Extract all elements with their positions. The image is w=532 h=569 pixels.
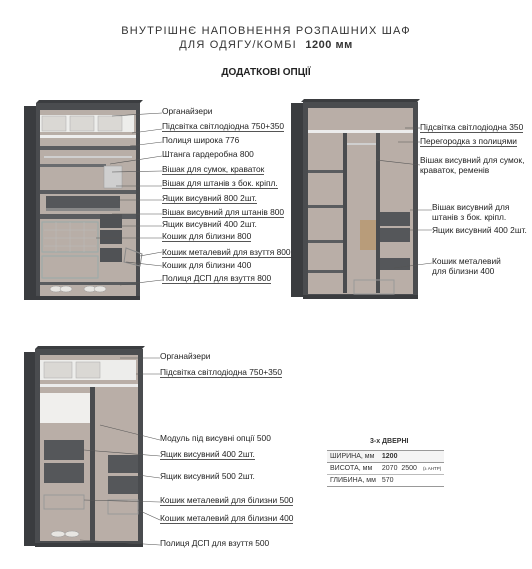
w3-label-drawer-400: Ящик висувний 400 2шт. <box>160 449 255 459</box>
w3-label-drawer-module: Модуль під висувні опції 500 <box>160 433 271 443</box>
w1-label-led-lighting: Підсвітка світлодіодна 750+350 <box>162 121 285 131</box>
w2-label-drawer-400: Ящик висувний 400 2шт. <box>432 225 527 235</box>
w2-label-led-lighting: Підсвітка світлодіодна 350 <box>420 122 524 132</box>
w3-label-drawer-500: Ящик висувний 500 2шт. <box>160 471 255 481</box>
specs-header: 3-х ДВЕРНІ <box>370 438 409 445</box>
spec-key: ВИСОТА, мм <box>330 465 373 472</box>
spec-extra: (з АНТР) <box>422 466 442 471</box>
w1-label-wide-shelf: Полиця широка 776 <box>162 135 240 145</box>
spec-extra <box>420 451 444 463</box>
spec-value: 2070 2500 <box>381 465 417 472</box>
w1-label-shoe-basket: Кошик металевий для взуття 800 <box>162 247 291 257</box>
w3-label-metal-basket-500: Кошик металевий для білизни 500 <box>160 495 294 505</box>
spec-value: 570 <box>381 477 394 484</box>
w3-label-organizers: Органайзери <box>160 351 211 361</box>
subtitle: ДОДАТКОВІ ОПЦІЇ <box>221 67 311 78</box>
w2-label-partition-shelves: Перегородка з полицями <box>420 136 517 146</box>
title-line-1: ВНУТРІШНЄ НАПОВНЕННЯ РОЗПАШНИХ ШАФ <box>121 25 411 37</box>
w3-label-shoe-shelf: Полиця ДСП для взуття 500 <box>160 538 270 548</box>
title-product: ДЛЯ ОДЯГУ/КОМБІ <box>179 39 297 51</box>
w1-label-shoe-shelf: Полиця ДСП для взуття 800 <box>162 273 272 283</box>
w1-label-clothes-rail: Штанга гардеробна 800 <box>162 149 254 159</box>
w2-label-trouser-hanger: Вішак висувний для штанів з бок. кріпл. <box>432 202 510 222</box>
w2-label-bag-tie-belt-hanger: Вішак висувний для сумок, краваток, ременів <box>420 155 525 175</box>
wardrobe-2-drawing <box>291 99 420 299</box>
w1-label-laundry-basket-400: Кошик для білизни 400 <box>162 260 252 270</box>
specs-table <box>327 450 444 487</box>
spec-extra <box>420 475 444 487</box>
w1-label-trouser-hanger: Вішак для штанів з бок. кріпл. <box>162 178 278 188</box>
spec-value: 1200 <box>381 453 398 460</box>
spec-key: ГЛИБИНА, мм <box>330 477 376 484</box>
w1-label-drawer-800: Ящик висувний 800 2шт. <box>162 193 257 203</box>
spec-row <box>327 463 444 475</box>
w1-label-organizers: Органайзери <box>162 106 213 116</box>
w1-label-sliding-trouser-hanger: Вішак висувний для штанів 800 <box>162 207 285 217</box>
w2-label-metal-basket-400: Кошик металевий для білизни 400 <box>432 256 501 276</box>
spec-row <box>327 451 444 463</box>
w1-label-drawer-400: Ящик висувний 400 2шт. <box>162 219 257 229</box>
spec-key: ШИРИНА, мм <box>330 453 375 460</box>
spec-row <box>327 475 444 487</box>
wardrobe-3-drawing <box>24 346 145 547</box>
w3-label-metal-basket-400: Кошик металевий для білизни 400 <box>160 513 294 523</box>
w1-label-laundry-basket-800: Кошик для білизни 800 <box>162 231 252 241</box>
w1-label-bag-tie-hanger: Вішак для сумок, краваток <box>162 164 265 174</box>
title-size: 1200 мм <box>305 39 353 51</box>
w3-label-led-lighting: Підсвітка світлодіодна 750+350 <box>160 367 283 377</box>
